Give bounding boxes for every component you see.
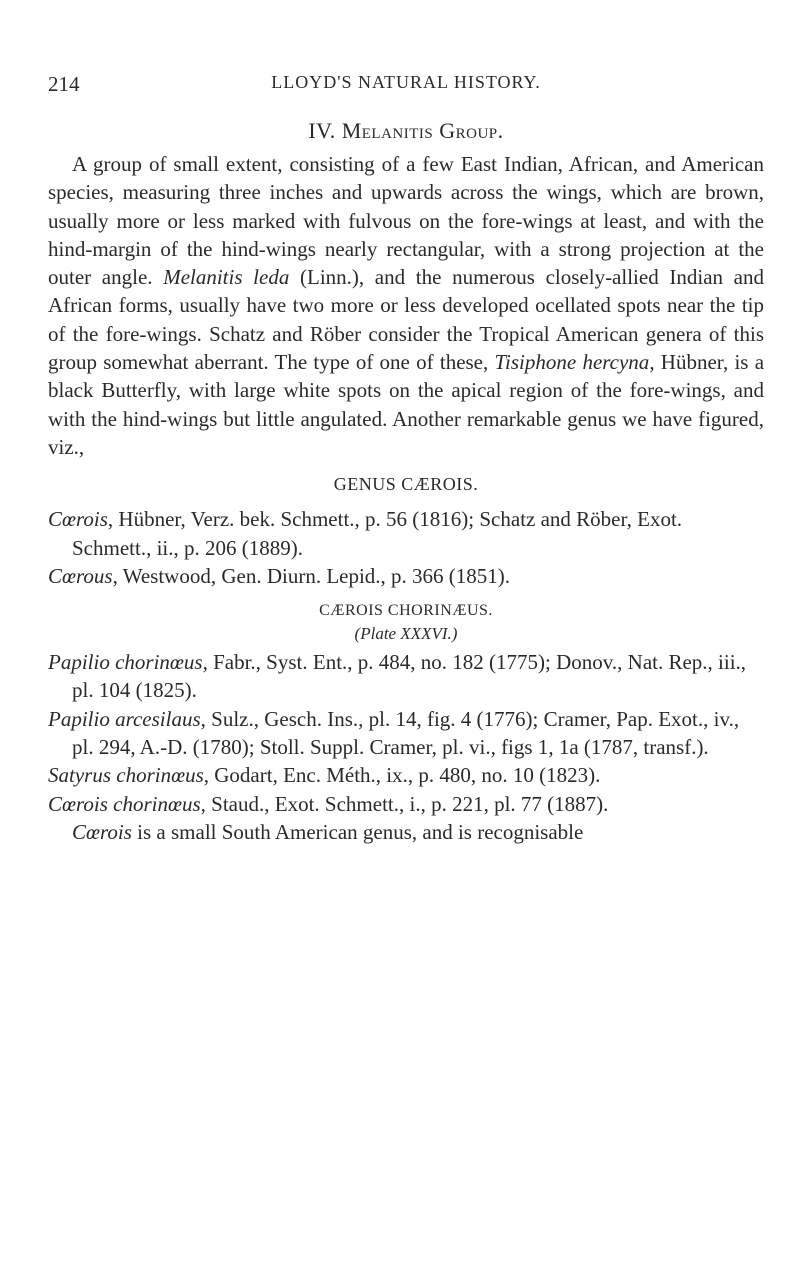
genus-name: Cœrous — [48, 563, 113, 588]
synonym-name: Satyrus chorinœus — [48, 763, 204, 788]
genus-reference — [48, 562, 764, 590]
intro-text-3: , Hübner, is a black Butterfly, with large white spots on the apical region of the fore-wings, and with the hind-wings but little angulated. Another remarkable genus we have figured, viz., — [48, 350, 765, 459]
species-heading: CÆROIS CHORINÆUS. — [319, 602, 493, 620]
synonym-citation: , Godart, Enc. Méth., ix., p. 480, no. 10 (1823). — [203, 763, 601, 788]
intro-text-1: A group of small extent, consisting of a few East Indian, African, and American species, measuring three inches and upwards across the wings, which are brown, usually more or less marked with fulvous on the fore-wings at least, and with the hind-margin of the hind-wings nearly rectangular, with a strong projection at the outer angle. — [48, 152, 764, 290]
page — [48, 72, 764, 846]
synonym-citation: , Staud., Exot. Schmett., i., p. 221, pl. 77 (1887). — [200, 791, 609, 816]
genus-heading: GENUS CÆROIS. — [333, 474, 479, 495]
genus-reference — [48, 505, 764, 562]
synonym-citation: , Sulz., Gesch. Ins., pl. 14, fig. 4 (1776); Cramer, Pap. Exot., iv., pl. 294, A.-D. (1780); Stoll. Suppl. Cramer, pl. vi., figs 1, 1a (1787, transf.). — [72, 706, 740, 760]
section-heading: IV. Melanitis Group. — [308, 118, 504, 143]
running-title: LLOYD'S NATURAL HISTORY. — [271, 72, 541, 92]
synonym-name: Papilio arcesilaus — [48, 706, 201, 731]
synonym-entry — [48, 761, 764, 789]
synonym-name: Papilio chorinœus — [48, 650, 203, 675]
closing-paragraph — [48, 818, 764, 846]
plate-reference — [48, 624, 764, 644]
intro-paragraph — [48, 150, 764, 461]
taxon-tisiphone-hercyna: Tisiphone hercyna — [494, 350, 650, 375]
synonym-name: Cœrois chorinœus — [48, 791, 201, 816]
genus-reference-text: , Hübner, Verz. bek. Schmett., p. 56 (1816); Schatz and Röber, Exot. Schmett., ii., p. 206 (1889). — [72, 507, 683, 560]
genus-reference-text: , Westwood, Gen. Diurn. Lepid., p. 366 (1851). — [112, 563, 511, 588]
synonym-entry — [48, 790, 764, 818]
synonym-entry — [48, 705, 764, 762]
closing-genus-name: Cœrois — [72, 819, 132, 844]
synonym-citation: , Fabr., Syst. Ent., p. 484, no. 182 (1775); Donov., Nat. Rep., iii., pl. 104 (1825). — [72, 650, 747, 703]
running-head — [48, 72, 764, 104]
genus-name: Cœrois — [48, 507, 108, 532]
taxon-melanitis-leda: Melanitis leda — [163, 265, 290, 290]
plate-reference-text: (Plate XXXVI.) — [354, 624, 458, 644]
closing-text: is a small South American genus, and is recognisable — [131, 819, 584, 844]
intro-text-2: (Linn.), and the numerous closely-allied Indian and African forms, usually have two more or less developed ocellated spots near the tip of the fore-wings. Schatz and Röber consider the Tropical American genera of this group somewhat aberrant. The type of one of these, — [48, 265, 764, 375]
page-number: 214 — [48, 72, 80, 96]
synonym-entry — [48, 648, 764, 705]
